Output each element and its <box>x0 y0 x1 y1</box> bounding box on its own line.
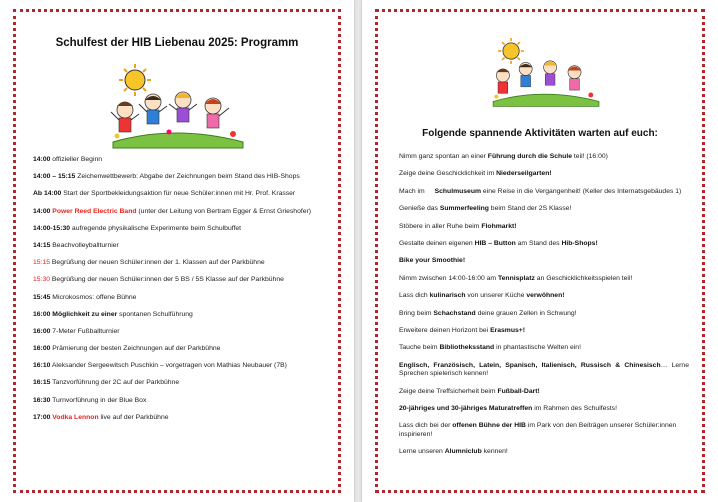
page-title: Schulfest der HIB Liebenau 2025: Programm <box>55 37 299 49</box>
schedule-item: 14:00 Power Reed Electric Band (unter der Leitung von Bertram Egger & Ernst Grieshofer) <box>33 207 312 215</box>
schedule-item: 16:00 Prämierung der besten Zeichnungen auf der Parkbühne <box>33 345 221 353</box>
child-3 <box>169 92 197 122</box>
schedule-item: 16:30 Turnvorführung in der Blue Box <box>33 396 147 404</box>
schedule-item: 15:30 Begrüßung der neuen Schüler:innen der 5 BS / 5S Klasse auf der Parkbühne <box>33 276 284 284</box>
activity-item: Nimm ganz spontan an einer Führung durch die Schule teil! (16:00) <box>399 153 608 160</box>
page-left <box>0 0 354 502</box>
activity-item: Lass dich bei der offenen Bühne der HIB im Park von den Beiträgen unserer Schüler:innen inspirieren! <box>399 422 677 438</box>
activities-title: Folgende spannende Aktivitäten warten auf euch: <box>422 128 658 139</box>
activity-item: Nimm zwischen 14:00-16:00 am Tennisplatz an Geschicklichkeitsspielen teil! <box>399 274 633 282</box>
child-3 <box>544 61 557 85</box>
activity-item: Englisch, Französisch, Latein, Spanisch, Italienisch, Russisch & Chinesisch… Lerne Sprechen spielerisch kennen! <box>399 361 689 378</box>
activity-item: Stöbere in aller Ruhe beim Flohmarkt! <box>399 222 517 230</box>
activity-item: 20-jähriges und 30-jähriges Maturatreffen im Rahmen des Schulfests! <box>399 404 617 412</box>
activity-item: Gestalte deinen eigenen HIB – Button am Stand des Hib-Shops! <box>399 239 598 247</box>
activity-item: Lerne unseren Alumniclub kennen! <box>399 448 508 456</box>
child-4 <box>568 66 581 90</box>
sun-icon <box>119 64 151 96</box>
activity-item: Erweitere deinen Horizont bei Erasmus+! <box>399 326 526 334</box>
activity-item: Bring beim Schachstand deine grauen Zellen in Schwung! <box>399 309 577 317</box>
page-right <box>362 0 718 502</box>
activity-item: Mach im Schulmuseum eine Reise in die Vergangenheit! (Keller des Internatsgebäudes 1) <box>399 187 682 195</box>
activity-item: Zeige deine Treffsicherheit beim Fußball-Dart! <box>399 387 540 395</box>
schedule-item: 15:45 Microkosmos: offene Bühne <box>33 293 137 301</box>
child-1 <box>496 69 509 93</box>
schedule-item: 16:15 Tanzvorführung der 2C auf der Parkbühne <box>33 379 180 387</box>
activity-item: Zeige deine Geschicklichkeit im Niederseilgarten! <box>399 170 552 178</box>
schedule-item: 14:00 – 15:15 Zeichenwettbewerb: Abgabe der Zeichnungen beim Stand des HIB-Shops <box>33 173 300 181</box>
schedule-item: 16:10 Aleksander Sergeewitsch Puschkin – vorgetragen von Mathias Neubauer (7B) <box>33 362 287 370</box>
child-1 <box>111 102 139 132</box>
schedule-item: 16:00 7-Meter Fußballturnier <box>33 327 120 335</box>
schedule-item: 16:00 Möglichkeit zu einer spontanen Schulführung <box>33 310 193 318</box>
schedule-item: 14:00-15:30 aufregende physikalische Experimente beim Schulbuffet <box>33 224 242 232</box>
schedule-item: 17:00 Vodka Lennon live auf der Parkbühne <box>33 413 169 421</box>
schedule-list <box>33 156 325 431</box>
schedule-item: Ab 14:00 Start der Sportbekleidungsaktion für neue Schüler:innen mit Hr. Prof. Krasser <box>33 190 296 198</box>
activity-item: Tauche beim Bibliotheksstand in phantastische Welten ein! <box>399 344 581 352</box>
children-illustration <box>103 62 248 152</box>
children-illustration <box>485 32 603 114</box>
activity-item: Lass dich kulinarisch von unserer Küche verwöhnen! <box>399 292 565 300</box>
schedule-item: 14:15 Beachvolleyballturnier <box>33 241 119 249</box>
activity-item: Genieße das Summerfeeling beim Stand der 2S Klasse! <box>399 205 572 213</box>
schedule-item: 14:00 offizieller Beginn <box>33 156 103 163</box>
child-2 <box>139 94 167 124</box>
child-4 <box>205 98 229 128</box>
child-2 <box>519 62 532 86</box>
activities-list <box>399 153 689 466</box>
schedule-item: 15:15 Begrüßung der neuen Schüler:innen der 1. Klassen auf der Parkbühne <box>33 259 265 267</box>
activity-item: Bike your Smoothie! <box>399 257 466 265</box>
sun-icon <box>498 38 524 64</box>
